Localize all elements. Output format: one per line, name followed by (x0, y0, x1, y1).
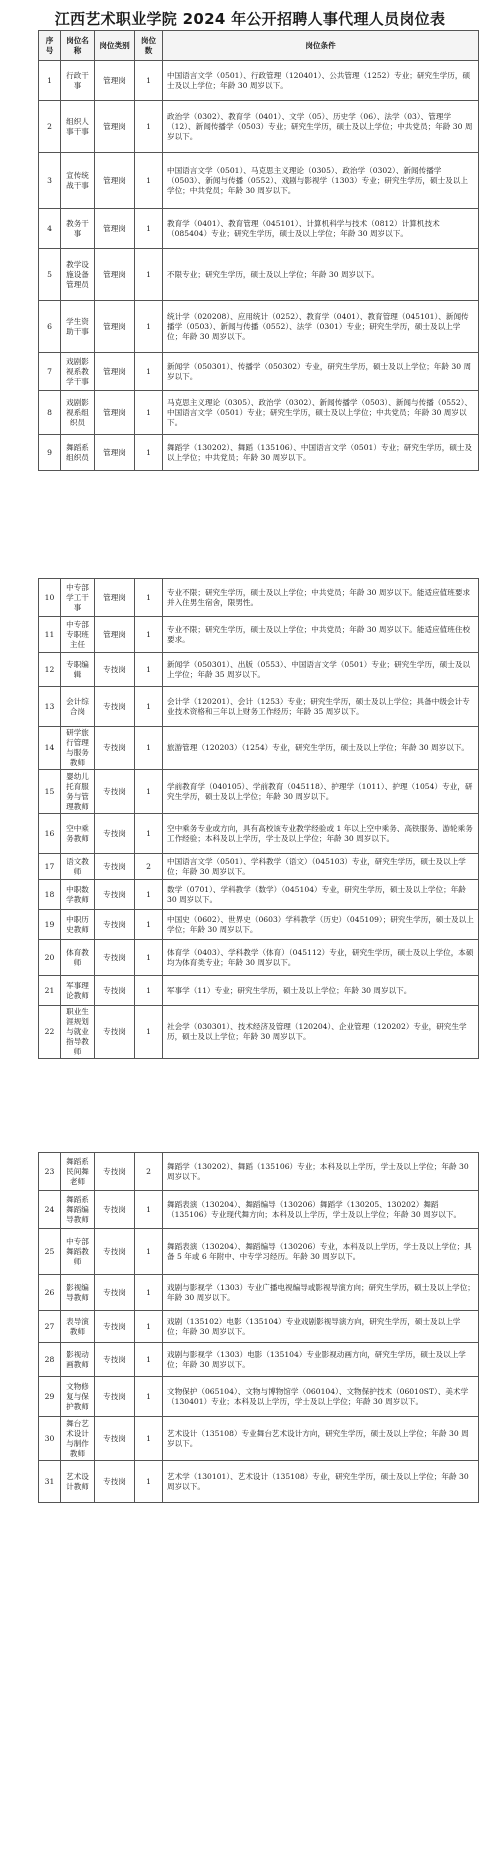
cell-type: 管理岗 (95, 617, 135, 653)
cell-requirements: 马克思主义理论（0305）、政治学（0302）、新闻传播学（0503）、新闻与传播（0552）、中国语言文学（0501）专业；研究生学历，硕士及以上学位；中共党员；年龄 30 周岁以下。 (163, 391, 479, 435)
table-row (39, 101, 479, 153)
cell-type: 专技岗 (95, 687, 135, 727)
cell-type: 专技岗 (95, 1229, 135, 1275)
table-row (39, 854, 479, 880)
cell-count: 1 (135, 209, 163, 249)
cell-type: 专技岗 (95, 854, 135, 880)
cell-requirements: 社会学（030301）、技术经济及管理（120204）、企业管理（120202）专业，研究生学历，硕士及以上学位；年龄 30 周岁以下。 (163, 1006, 479, 1059)
table-row (39, 1343, 479, 1377)
cell-requirements: 中国语言文学（0501）、马克思主义理论（0305）、政治学（0302）、新闻传播学（0503）、新闻与传播（0552）、戏剧与影视学（1303）专业；研究生学历，硕士及以上学位；中共党员；年龄 30 周岁以下。 (163, 153, 479, 209)
cell-count: 1 (135, 1461, 163, 1503)
cell-requirements: 中国语言文学（0501）、学科教学（语文）（045103）专业，研究生学历，硕士及以上学位；年龄 30 周岁以下。 (163, 854, 479, 880)
cell-requirements: 文物保护（065104）、文物与博物馆学（060104）、文物保护技术（06010ST）、美术学（130401）专业；本科及以上学历，学士及以上学位；年龄 30 周岁以下。 (163, 1377, 479, 1417)
cell-type: 专技岗 (95, 727, 135, 770)
cell-requirements: 舞蹈表演（130204）、舞蹈编导（130206）舞蹈学（130205、130202）舞蹈（135106）专业现代舞方向；本科及以上学历，学士及以上学位；年龄 30 周岁以下。 (163, 1191, 479, 1229)
cell-name: 婴幼儿托育服务与管理教师 (61, 770, 95, 814)
cell-requirements: 会计学（120201）、会计（1253）专业；研究生学历，硕士及以上学位；具备中级会计专业技术资格和三年以上财务工作经历；年龄 35 周岁以下。 (163, 687, 479, 727)
cell-requirements: 中国史（0602）、世界史（0603）学科教学（历史）（045109）；研究生学历，硕士及以上学位；年龄 30 周岁以下。 (163, 910, 479, 940)
cell-name: 戏剧影视系教学干事 (61, 353, 95, 391)
cell-requirements: 军事学（11）专业；研究生学历，硕士及以上学位；年龄 30 周岁以下。 (163, 976, 479, 1006)
positions-table-part-2 (38, 578, 479, 1059)
cell-no: 3 (39, 153, 61, 209)
header-req: 岗位条件 (163, 31, 479, 61)
cell-requirements: 旅游管理（120203）（1254）专业，研究生学历，硕士及以上学位；年龄 30 周岁以下。 (163, 727, 479, 770)
cell-requirements: 舞蹈学（130202）、舞蹈（135106）、中国语言文学（0501）专业；研究生学历，硕士及以上学位；中共党员；年龄 30 周岁以下。 (163, 435, 479, 471)
cell-no: 8 (39, 391, 61, 435)
table-header-row (39, 31, 479, 61)
cell-no: 7 (39, 353, 61, 391)
table-row (39, 1275, 479, 1311)
cell-no: 6 (39, 301, 61, 353)
cell-name: 中专部专职班主任 (61, 617, 95, 653)
cell-requirements: 戏剧（135102）电影（135104）专业戏剧影视导演方向，研究生学历，硕士及以上学位；年龄 30 周岁以下。 (163, 1311, 479, 1343)
cell-count: 1 (135, 976, 163, 1006)
cell-type: 专技岗 (95, 1006, 135, 1059)
cell-type: 管理岗 (95, 579, 135, 617)
cell-no: 12 (39, 653, 61, 687)
table-row (39, 579, 479, 617)
table-row (39, 1377, 479, 1417)
cell-no: 26 (39, 1275, 61, 1311)
cell-type: 专技岗 (95, 910, 135, 940)
cell-no: 24 (39, 1191, 61, 1229)
cell-count: 1 (135, 353, 163, 391)
positions-table-part-1 (38, 30, 479, 471)
cell-requirements: 体育学（0403）、学科教学（体育）（045112）专业，研究生学历，硕士及以上学位，本硕均为体育类专业；年龄 30 周岁以下。 (163, 940, 479, 976)
cell-no: 31 (39, 1461, 61, 1503)
cell-requirements: 中国语言文学（0501）、行政管理（120401）、公共管理（1252）专业；研究生学历，硕士及以上学位；年龄 30 周岁以下。 (163, 61, 479, 101)
cell-name: 中职历史教师 (61, 910, 95, 940)
cell-name: 舞台艺术设计与制作教师 (61, 1417, 95, 1461)
cell-name: 影视动画教师 (61, 1343, 95, 1377)
cell-type: 专技岗 (95, 1377, 135, 1417)
cell-type: 专技岗 (95, 770, 135, 814)
cell-type: 专技岗 (95, 976, 135, 1006)
cell-count: 1 (135, 727, 163, 770)
cell-no: 5 (39, 249, 61, 301)
cell-count: 1 (135, 1343, 163, 1377)
cell-type: 专技岗 (95, 814, 135, 854)
cell-count: 1 (135, 1417, 163, 1461)
cell-type: 管理岗 (95, 101, 135, 153)
cell-requirements: 数学（0701）、学科教学（数学）（045104）专业，研究生学历，硕士及以上学位；年龄 30 周岁以下。 (163, 880, 479, 910)
cell-count: 1 (135, 1229, 163, 1275)
cell-name: 语文教师 (61, 854, 95, 880)
cell-requirements: 新闻学（050301）、出版（0553）、中国语言文学（0501）专业；研究生学历，硕士及以上学位；年龄 35 周岁以下。 (163, 653, 479, 687)
cell-no: 25 (39, 1229, 61, 1275)
cell-no: 4 (39, 209, 61, 249)
cell-name: 文物修复与保护教师 (61, 1377, 95, 1417)
cell-name: 空中乘务教师 (61, 814, 95, 854)
table-row (39, 880, 479, 910)
cell-count: 1 (135, 1006, 163, 1059)
cell-no: 16 (39, 814, 61, 854)
page-title: 江西艺术职业学院 2024 年公开招聘人事代理人员岗位表 (54, 10, 446, 28)
cell-name: 中专部舞蹈教师 (61, 1229, 95, 1275)
cell-requirements: 新闻学（050301）、传播学（050302）专业，研究生学历，硕士及以上学位；年龄 30 周岁以下。 (163, 353, 479, 391)
cell-name: 中专部学工干事 (61, 579, 95, 617)
positions-table-part-3 (38, 1152, 479, 1503)
table-row (39, 153, 479, 209)
table-row (39, 617, 479, 653)
table-row (39, 301, 479, 353)
cell-type: 管理岗 (95, 435, 135, 471)
cell-name: 专职编辑 (61, 653, 95, 687)
cell-no: 23 (39, 1153, 61, 1191)
cell-count: 1 (135, 910, 163, 940)
cell-name: 宣传统战干事 (61, 153, 95, 209)
cell-count: 1 (135, 249, 163, 301)
table-row (39, 353, 479, 391)
table-row (39, 814, 479, 854)
cell-type: 管理岗 (95, 391, 135, 435)
cell-type: 管理岗 (95, 249, 135, 301)
cell-type: 专技岗 (95, 1461, 135, 1503)
cell-name: 中职数学教师 (61, 880, 95, 910)
cell-no: 17 (39, 854, 61, 880)
table-row (39, 249, 479, 301)
table-row (39, 976, 479, 1006)
cell-requirements: 戏剧与影视学（1303）专业广播电视编导或影视导演方向；研究生学历，硕士及以上学位；年龄 30 周岁以下。 (163, 1275, 479, 1311)
cell-requirements: 空中乘务专业或方向，具有高校该专业教学经验或 1 年以上空中乘务、高铁服务、游轮乘务工作经验；本科及以上学历，学士及以上学位；年龄 30 周岁以下。 (163, 814, 479, 854)
cell-type: 管理岗 (95, 353, 135, 391)
cell-count: 1 (135, 61, 163, 101)
cell-count: 1 (135, 687, 163, 727)
cell-no: 21 (39, 976, 61, 1006)
cell-count: 1 (135, 579, 163, 617)
cell-type: 管理岗 (95, 301, 135, 353)
header-count: 岗位数 (135, 31, 163, 61)
cell-requirements: 专业不限；研究生学历，硕士及以上学位；中共党员；年龄 30 周岁以下。能适应值班住校要求。 (163, 617, 479, 653)
cell-type: 专技岗 (95, 1343, 135, 1377)
cell-requirements: 学前教育学（040105）、学前教育（045118）、护理学（1011）、护理（1054）专业，研究生学历，硕士及以上学位；年龄 30 周岁以下。 (163, 770, 479, 814)
cell-count: 2 (135, 854, 163, 880)
cell-count: 1 (135, 1377, 163, 1417)
cell-no: 13 (39, 687, 61, 727)
cell-count: 1 (135, 153, 163, 209)
table-row (39, 770, 479, 814)
cell-name: 舞蹈系民间舞老师 (61, 1153, 95, 1191)
cell-requirements: 艺术设计（135108）专业舞台艺术设计方向，研究生学历，硕士及以上学位；年龄 30 周岁以下。 (163, 1417, 479, 1461)
cell-type: 专技岗 (95, 653, 135, 687)
cell-name: 舞蹈系舞蹈编导教师 (61, 1191, 95, 1229)
cell-count: 1 (135, 1311, 163, 1343)
cell-name: 教务干事 (61, 209, 95, 249)
cell-requirements: 不限专业；研究生学历，硕士及以上学位；年龄 30 周岁以下。 (163, 249, 479, 301)
cell-name: 军事理论教师 (61, 976, 95, 1006)
cell-no: 2 (39, 101, 61, 153)
cell-no: 10 (39, 579, 61, 617)
cell-count: 1 (135, 653, 163, 687)
cell-count: 1 (135, 617, 163, 653)
table-row (39, 209, 479, 249)
table-row (39, 1461, 479, 1503)
cell-name: 职业生涯规划与就业指导教师 (61, 1006, 95, 1059)
table-row (39, 687, 479, 727)
cell-type: 专技岗 (95, 1153, 135, 1191)
table-row (39, 727, 479, 770)
cell-name: 舞蹈系组织员 (61, 435, 95, 471)
cell-requirements: 政治学（0302）、教育学（0401）、文学（05）、历史学（06）、法学（03）、管理学（12）、新闻传播学（0503）专业；研究生学历，硕士及以上学位；中共党员；年龄 30 周岁以下。 (163, 101, 479, 153)
cell-name: 表导演教师 (61, 1311, 95, 1343)
cell-type: 管理岗 (95, 209, 135, 249)
cell-name: 组织人事干事 (61, 101, 95, 153)
table-row (39, 1417, 479, 1461)
cell-type: 专技岗 (95, 940, 135, 976)
cell-count: 1 (135, 1275, 163, 1311)
table-row (39, 1311, 479, 1343)
cell-count: 1 (135, 301, 163, 353)
cell-count: 1 (135, 770, 163, 814)
cell-name: 影视编导教师 (61, 1275, 95, 1311)
table-row (39, 1006, 479, 1059)
cell-requirements: 统计学（020208）、应用统计（0252）、教育学（0401）、教育管理（045101）、新闻传播学（0503）、新闻与传播（0552）、法学（0301）专业；研究生学历，硕士及以上学位；年龄 30 周岁以下。 (163, 301, 479, 353)
cell-requirements: 舞蹈表演（130204）、舞蹈编导（130206）专业，本科及以上学历，学士及以上学位；具备 5 年或 6 年附中、中专学习经历。年龄 30 周岁以下。 (163, 1229, 479, 1275)
cell-no: 1 (39, 61, 61, 101)
table-row (39, 1229, 479, 1275)
cell-requirements: 教育学（0401）、教育管理（045101）、计算机科学与技术（0812）计算机技术（085404）专业；研究生学历，硕士及以上学位；年龄 30 周岁以下。 (163, 209, 479, 249)
cell-name: 艺术设计教师 (61, 1461, 95, 1503)
cell-no: 29 (39, 1377, 61, 1417)
cell-name: 研学旅行管理与服务教师 (61, 727, 95, 770)
cell-no: 18 (39, 880, 61, 910)
table-row (39, 910, 479, 940)
cell-requirements: 戏剧与影视学（1303）电影（135104）专业影视动画方向，研究生学历，硕士及以上学位；年龄 30 周岁以下。 (163, 1343, 479, 1377)
cell-count: 1 (135, 814, 163, 854)
cell-type: 专技岗 (95, 1275, 135, 1311)
cell-no: 15 (39, 770, 61, 814)
cell-type: 管理岗 (95, 153, 135, 209)
header-type: 岗位类别 (95, 31, 135, 61)
cell-type: 专技岗 (95, 1417, 135, 1461)
cell-name: 会计综合岗 (61, 687, 95, 727)
table-row (39, 653, 479, 687)
header-name: 岗位名称 (61, 31, 95, 61)
cell-no: 14 (39, 727, 61, 770)
cell-no: 20 (39, 940, 61, 976)
cell-count: 1 (135, 940, 163, 976)
cell-count: 1 (135, 101, 163, 153)
table-row (39, 61, 479, 101)
cell-no: 19 (39, 910, 61, 940)
cell-name: 体育教师 (61, 940, 95, 976)
table-row (39, 1191, 479, 1229)
cell-name: 行政干事 (61, 61, 95, 101)
cell-no: 22 (39, 1006, 61, 1059)
cell-count: 1 (135, 435, 163, 471)
header-no: 序号 (39, 31, 61, 61)
cell-no: 30 (39, 1417, 61, 1461)
cell-no: 11 (39, 617, 61, 653)
cell-type: 专技岗 (95, 1191, 135, 1229)
table-row (39, 1153, 479, 1191)
cell-requirements: 舞蹈学（130202）、舞蹈（135106）专业；本科及以上学历，学士及以上学位；年龄 30 周岁以下。 (163, 1153, 479, 1191)
cell-requirements: 专业不限；研究生学历，硕士及以上学位；中共党员；年龄 30 周岁以下。能适应值班要求并入住男生宿舍，限男性。 (163, 579, 479, 617)
cell-count: 1 (135, 1191, 163, 1229)
cell-type: 专技岗 (95, 880, 135, 910)
cell-no: 28 (39, 1343, 61, 1377)
cell-name: 学生资助干事 (61, 301, 95, 353)
cell-name: 教学设施设备管理员 (61, 249, 95, 301)
cell-requirements: 艺术学（130101）、艺术设计（135108）专业，研究生学历，硕士及以上学位；年龄 30 周岁以下。 (163, 1461, 479, 1503)
cell-no: 27 (39, 1311, 61, 1343)
cell-no: 9 (39, 435, 61, 471)
cell-count: 2 (135, 1153, 163, 1191)
cell-type: 管理岗 (95, 61, 135, 101)
table-row (39, 940, 479, 976)
table-row (39, 391, 479, 435)
cell-count: 1 (135, 880, 163, 910)
table-row (39, 435, 479, 471)
cell-name: 戏剧影视系组织员 (61, 391, 95, 435)
cell-type: 专技岗 (95, 1311, 135, 1343)
cell-count: 1 (135, 391, 163, 435)
